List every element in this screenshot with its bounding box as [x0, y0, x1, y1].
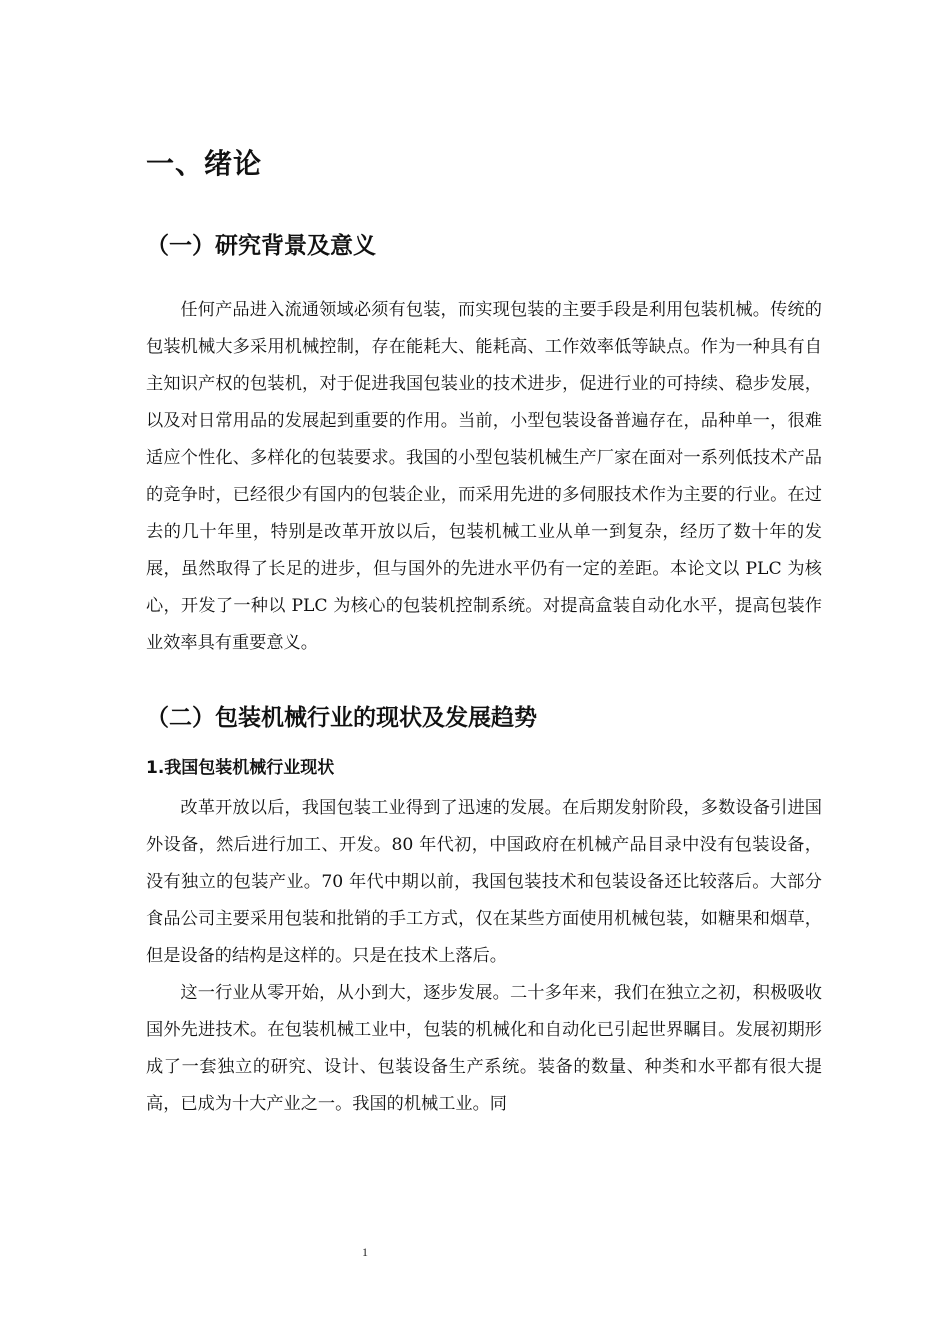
- page-content: [146, 140, 822, 1123]
- background-paragraph: 任何产品进入流通领域必须有包装，而实现包装的主要手段是利用包装机械。传统的包装机械大多采用机械控制，存在能耗大、能耗高、工作效率低等缺点。作为一种具有自主知识产权的包装机，对于促进我国包装业的技术进步，促进行业的可持续、稳步发展，以及对日常用品的发展起到重要的作用。当前，小型包装设备普遍存在，品种单一，很难适应个性化、多样化的包装要求。我国的小型包装机械生产厂家在面对一系列低技术产品的竞争时，已经很少有国内的包装企业，而采用先进的多伺服技术作为主要的行业。在过去的几十年里，特别是改革开放以后，包装机械工业从单一到复杂，经历了数十年的发展，虽然取得了长足的进步，但与国外的先进水平仍有一定的差距。本论文以 PLC 为核心，开发了一种以 PLC 为核心的包装机控制系统。对提高盒装自动化水平，提高包装作业效率具有重要意义。: [146, 300, 822, 653]
- industry-status-paragraph-2: 这一行业从零开始，从小到大，逐步发展。二十多年来，我们在独立之初，积极吸收国外先进技术。在包装机械工业中，包装的机械化和自动化已引起世界瞩目。发展初期形成了一套独立的研究、设计、包装设备生产系统。装备的数量、种类和水平都有很大提高，已成为十大产业之一。我国的机械工业。同: [146, 983, 822, 1114]
- subsection-title-industry-status: 1.我国包装机械行业现状: [146, 758, 335, 778]
- section-title-background: （一）研究背景及意义: [146, 233, 376, 259]
- section-title-industry-trends: （二）包装机械行业的现状及发展趋势: [146, 705, 537, 731]
- industry-status-paragraph-1: 改革开放以后，我国包装工业得到了迅速的发展。在后期发射阶段，多数设备引进国外设备，然后进行加工、开发。80 年代初，中国政府在机械产品目录中没有包装设备，没有独立的包装产业。70 年代中期以前，我国包装技术和包装设备还比较落后。大部分食品公司主要采用包装和批销的手工方式，仅在某些方面使用机械包装，如糖果和烟草，但是设备的结构是这样的。只是在技术上落后。: [146, 798, 822, 966]
- page-number: 1: [362, 1245, 368, 1259]
- chapter-title: 一、绪论: [146, 147, 263, 180]
